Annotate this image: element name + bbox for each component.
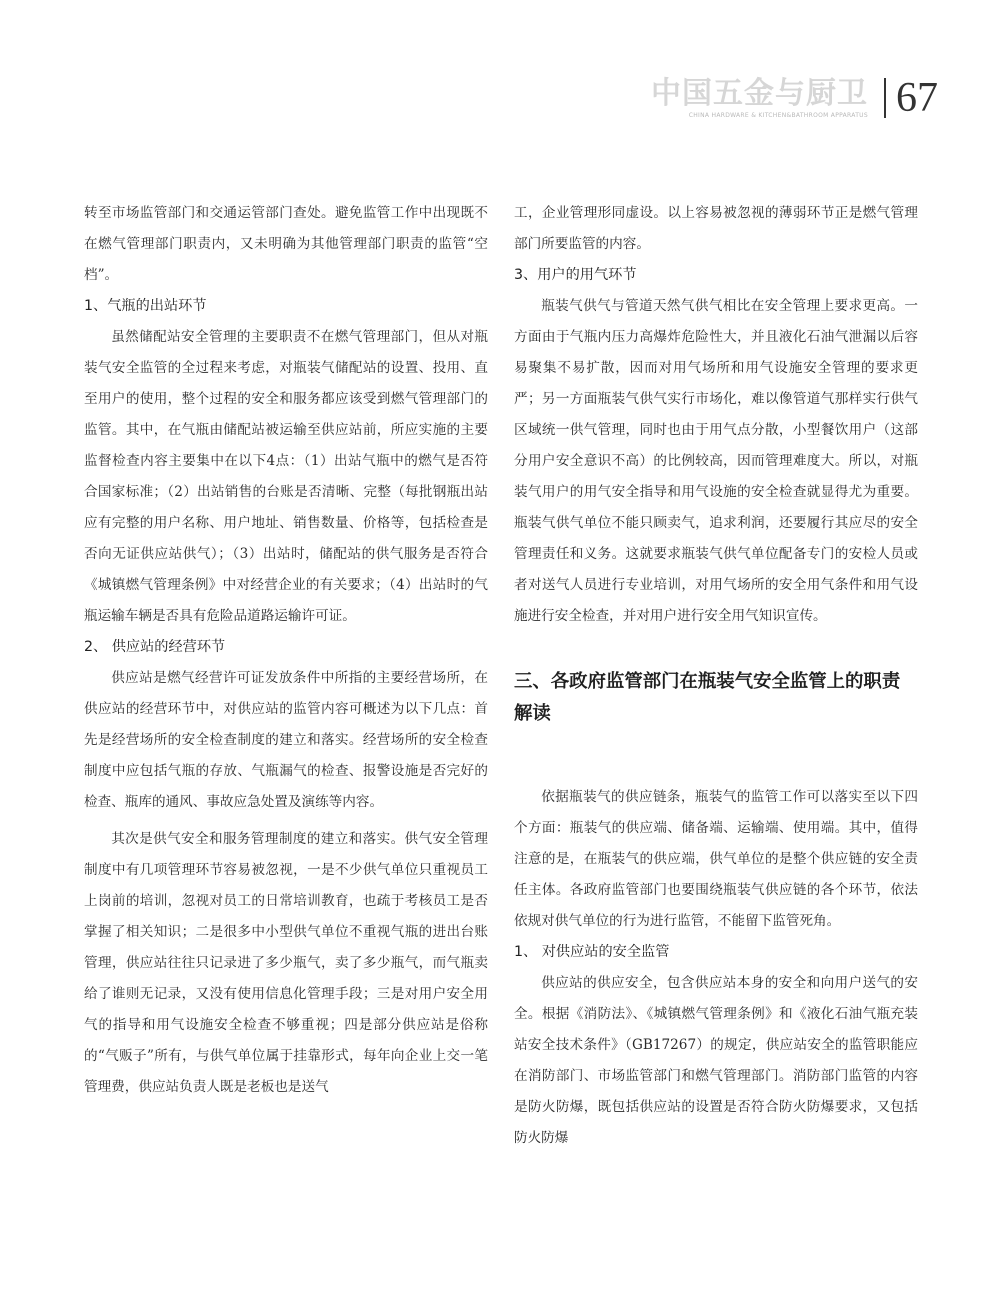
paragraph: 瓶装气供气与管道天然气供气相比在安全管理上要求更高。一方面由于气瓶内压力高爆炸危险性大，并且液化石油气泄漏以后容易聚集不易扩散，因而对用气场所和用气设施安全管理的要求更严；另一方面瓶装气供气实行市场化，难以像管道气那样实行供气区域统一供气管理，同时也由于用气点分散，小型餐饮用户（这部分用户安全意识不高）的比例较高，因而管理难度大。所以，对瓶装气用户的用气安全指导和用气设施的安全检查就显得尤为重要。瓶装气供气单位不能只顾卖气，追求利润，还要履行其应尽的安全管理责任和义务。这就要求瓶装气供气单位配备专门的安检人员或者对送气人员进行专业培训，对用气场所的安全用气条件和用气设施进行安全检查，并对用户进行安全用气知识宣传。 — [514, 298, 918, 624]
header-divider — [884, 78, 886, 118]
paragraph: 转至市场监管部门和交通运管部门查处。避免监管工作中出现既不在燃气管理部门职责内，又未明确为其他管理部门职责的监管“空档”。 — [84, 205, 488, 283]
page-number: 67 — [896, 75, 938, 121]
subheading: 1、气瓶的出站环节 — [84, 298, 207, 314]
paragraph: 供应站是燃气经营许可证发放条件中所指的主要经营场所，在供应站的经营环节中，对供应站的监管内容可概述为以下几点：首先是经营场所的安全检查制度的建立和落实。经营场所的安全检查制度中应包括气瓶的存放、气瓶漏气的检查、报警设施是否完好的检查、瓶库的通风、事故应急处置及演练等内容。 — [84, 670, 488, 810]
paragraph: 工，企业管理形同虚设。以上容易被忽视的薄弱环节正是燃气管理部门所要监管的内容。 — [514, 205, 918, 252]
magazine-logo — [651, 77, 868, 120]
page-header — [651, 72, 938, 124]
paragraph: 供应站的供应安全，包含供应站本身的安全和向用户送气的安全。根据《消防法》、《城镇燃气管理条例》和《液化石油气瓶充装站安全技术条件》（GB17267）的规定，供应站安全的监管职能应在消防部门、市场监管部门和燃气管理部门。消防部门监管的内容是防火防爆，既包括供应站的设置是否符合防火防爆要求，又包括防火防爆 — [514, 975, 918, 1146]
subheading: 1、 对供应站的安全监管 — [514, 944, 670, 960]
logo-subtext: CHINA HARDWARE & KITCHEN&BATHROOM APPARATUS — [688, 111, 868, 119]
subheading: 3、用户的用气环节 — [514, 267, 637, 283]
right-column — [514, 198, 918, 1154]
subheading: 2、 供应站的经营环节 — [84, 639, 226, 655]
paragraph: 虽然储配站安全管理的主要职责不在燃气管理部门，但从对瓶装气安全监管的全过程来考虑，对瓶装气储配站的设置、投用、直至用户的使用，整个过程的安全和服务都应该受到燃气管理部门的监管。其中，在气瓶由储配站被运输至供应站前，所应实施的主要监督检查内容主要集中在以下4点：（1）出站气瓶中的燃气是否符合国家标准；（2）出站销售的台账是否清晰、完整（每批钢瓶出站应有完整的用户名称、用户地址、销售数量、价格等，包括检查是否向无证供应站供气）；（3）出站时，储配站的供气服务是否符合《城镇燃气管理条例》中对经营企业的有关要求；（4）出站时的气瓶运输车辆是否具有危险品道路运输许可证。 — [84, 329, 488, 624]
paragraph: 其次是供气安全和服务管理制度的建立和落实。供气安全管理制度中有几项管理环节容易被忽视，一是不少供气单位只重视员工上岗前的培训，忽视对员工的日常培训教育，也疏于考核员工是否掌握了相关知识；二是很多中小型供气单位不重视气瓶的进出台账管理，供应站往往只记录进了多少瓶气，卖了多少瓶气，而气瓶卖给了谁则无记录，又没有使用信息化管理手段；三是对用户安全用气的指导和用气设施安全检查不够重视；四是部分供应站是俗称的“气贩子”所有，与供气单位属于挂靠形式，每年向企业上交一笔管理费，供应站负责人既是老板也是送气 — [84, 831, 488, 1095]
paragraph: 依据瓶装气的供应链条，瓶装气的监管工作可以落实至以下四个方面：瓶装气的供应端、储备端、运输端、使用端。其中，值得注意的是，在瓶装气的供应端，供气单位的是整个供应链的安全责任主体。各政府监管部门也要围绕瓶装气供应链的各个环节，依法依规对供气单位的行为进行监管，不能留下监管死角。 — [514, 789, 918, 929]
section-title: 三、各政府监管部门在瓶装气安全监管上的职责解读 — [514, 671, 901, 724]
left-column — [84, 198, 488, 1103]
logo-text: 中国五金与厨卫 — [651, 75, 868, 111]
